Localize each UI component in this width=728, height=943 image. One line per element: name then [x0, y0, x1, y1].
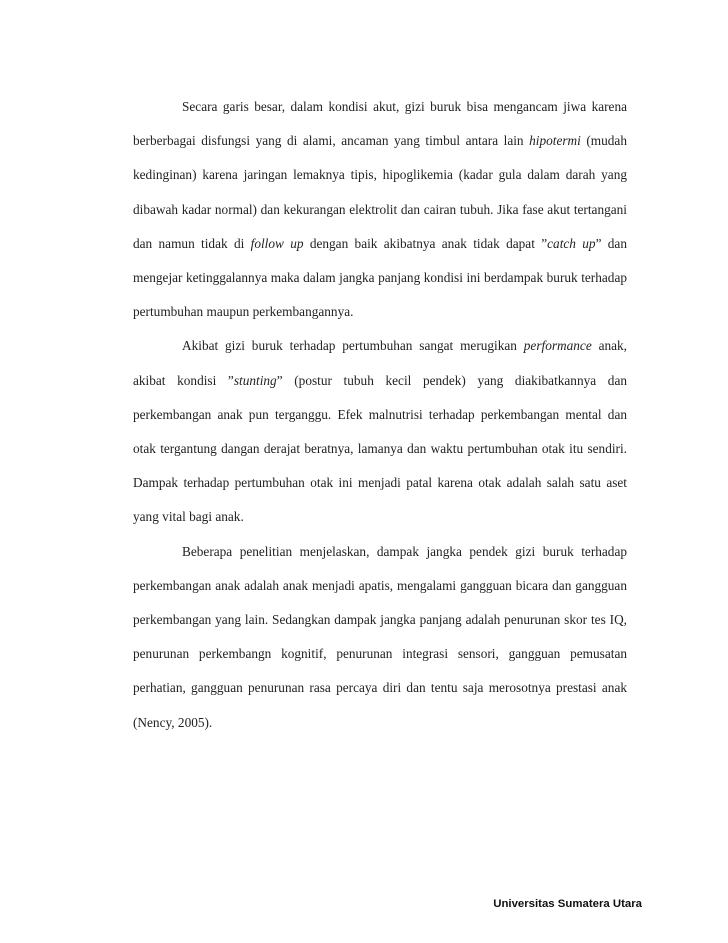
paragraph-3 — [133, 535, 627, 740]
text-run: Akibat gizi buruk terhadap pertumbuhan sangat merugikan — [182, 338, 524, 354]
text-run: ” (postur tubuh kecil pendek) yang diakibatkannya dan perkembangan anak pun terganggu. Efek malnutrisi terhadap perkembangan mental dan otak tergantung dangan derajat beratnya, lamanya dan waktu pertumbuhan otak itu sendiri. Dampak terhadap pertumbuhan otak ini menjadi patal karena otak adalah salah satu aset yang vital bagi anak. — [133, 372, 627, 525]
text-run: (mudah kedinginan) karena jaringan lemaknya tipis, hipoglikemia (kadar gula dalam darah yang dibawah kadar normal) dan kekurangan elektrolit dan cairan tubuh. Jika fase akut tertangani dan namun tidak di — [133, 133, 627, 251]
paragraph-2 — [133, 329, 627, 534]
text-run: anak, akibat kondisi ” — [133, 338, 627, 388]
italic-term: hipotermi — [529, 133, 581, 149]
text-run: Beberapa penelitian menjelaskan, dampak jangka pendek gizi buruk terhadap perkembangan anak adalah anak menjadi apatis, mengalami gangguan bicara dan gangguan perkembangan yang lain. Sedangkan dampak jangka panjang adalah penurunan skor tes IQ, penurunan perkembangn kognitif, penurunan integrasi sensori, gangguan pemusatan perhatian, gangguan penurunan rasa percaya diri dan tentu saja merosotnya prestasi anak (Nency, 2005). — [133, 543, 627, 730]
italic-term: stunting — [233, 372, 277, 388]
italic-term: catch up — [547, 235, 596, 251]
institution-footer: Universitas Sumatera Utara — [493, 898, 642, 910]
paragraph-1 — [133, 90, 627, 329]
italic-term: performance — [523, 338, 592, 354]
body-text — [133, 90, 627, 740]
italic-term: follow up — [250, 235, 304, 251]
text-run: dengan baik akibatnya anak tidak dapat ” — [303, 235, 548, 251]
text-run: ” dan mengejar ketinggalannya maka dalam jangka panjang kondisi ini berdampak buruk terhadap pertumbuhan maupun perkembangannya. — [133, 235, 627, 320]
text-run: Secara garis besar, dalam kondisi akut, gizi buruk bisa mengancam jiwa karena berberbagai disfungsi yang di alami, ancaman yang timbul antara lain — [133, 99, 627, 149]
